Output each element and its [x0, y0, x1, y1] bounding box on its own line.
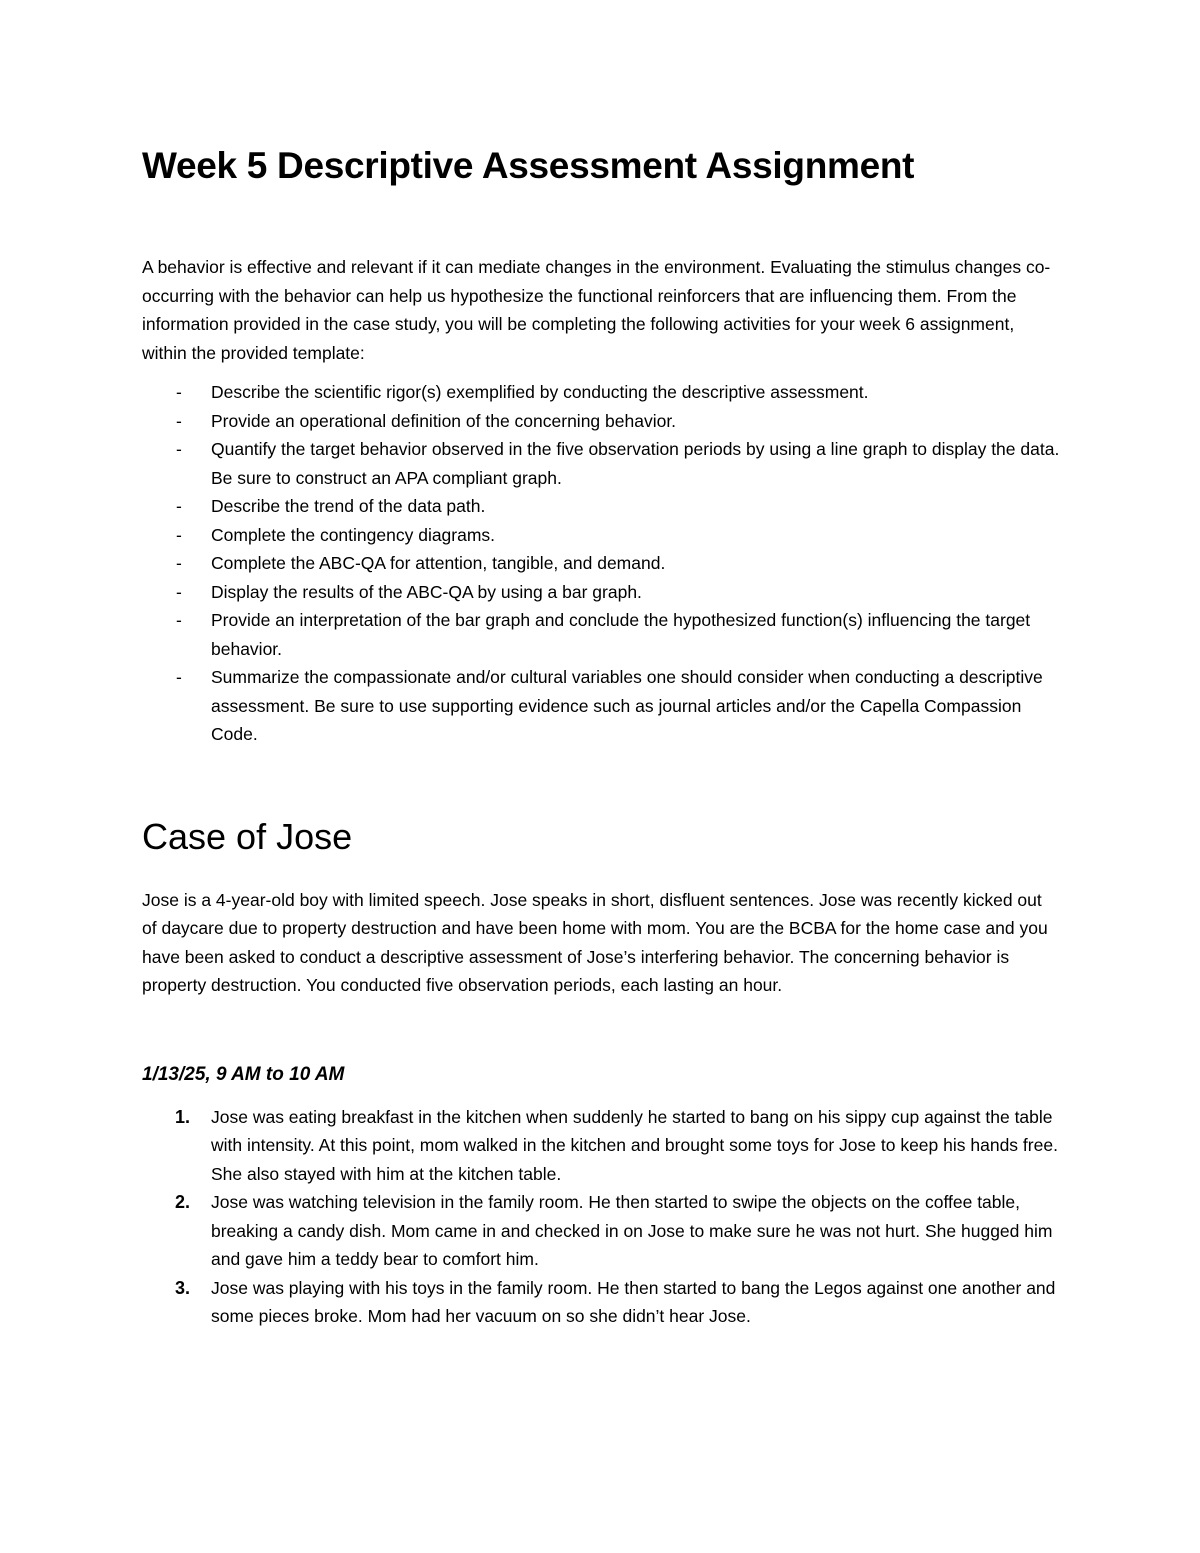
bullet-dash: - [176, 439, 182, 459]
observation-list [142, 1103, 1060, 1331]
bullet-dash: - [176, 524, 182, 545]
observation-number: 2. [175, 1192, 191, 1212]
observation-number: 3. [175, 1277, 191, 1298]
task-text: Describe the trend of the data path. [211, 496, 486, 516]
task-list-item [142, 521, 1060, 550]
task-list-item [142, 407, 1060, 436]
bullet-dash: - [176, 410, 182, 431]
observation-item [142, 1188, 1060, 1274]
observation-item [142, 1103, 1060, 1189]
observation-text: Jose was playing with his toys in the family room. He then started to bang the Legos against one another and some pieces broke. Mom had her vacuum on so she didn’t hear Jose. [211, 1277, 1056, 1326]
task-text: Complete the contingency diagrams. [211, 524, 496, 545]
bullet-dash: - [176, 382, 182, 402]
task-list-item [142, 435, 1060, 492]
task-text: Display the results of the ABC-QA by using a bar graph. [211, 581, 642, 602]
session-heading: 1/13/25, 9 AM to 10 AM [142, 1063, 345, 1085]
case-heading: Case of Jose [142, 815, 353, 857]
bullet-dash: - [176, 496, 182, 516]
task-text: Quantify the target behavior observed in the five observation periods by using a line graph to display the data. Be sure to construct an APA compliant graph. [211, 439, 1060, 488]
task-text: Provide an operational definition of the concerning behavior. [211, 410, 677, 431]
task-text: Summarize the compassionate and/or cultural variables one should consider when conducting a descriptive assessment. Be sure to use supporting evidence such as journal articles and/or the Capella Compassion Code. [211, 667, 1043, 744]
document-content [142, 140, 1060, 1331]
task-list-item [142, 492, 1060, 521]
bullet-dash: - [176, 581, 182, 602]
observation-number: 1. [175, 1106, 191, 1127]
task-list-item [142, 549, 1060, 578]
observation-item [142, 1274, 1060, 1331]
bullet-dash: - [176, 553, 182, 573]
task-list-item [142, 606, 1060, 663]
task-text: Provide an interpretation of the bar graph and conclude the hypothesized function(s) influencing the target behavior. [211, 610, 1031, 659]
intro-paragraph: A behavior is effective and relevant if it can mediate changes in the environment. Evaluating the stimulus changes co-occurring with the behavior can help us hypothesize the functional reinforcers that are influencing them. From the information provided in the case study, you will be completing the following activities for your week 6 assignment, within the provided template: [142, 257, 1051, 363]
assignment-task-list [142, 378, 1060, 749]
task-text: Complete the ABC-QA for attention, tangible, and demand. [211, 553, 666, 573]
task-list-item [142, 378, 1060, 407]
task-list-item [142, 578, 1060, 607]
observation-text: Jose was watching television in the family room. He then started to swipe the objects on the coffee table, breaking a candy dish. Mom came in and checked in on Jose to make sure he was not hurt. She hugged him and gave him a teddy bear to comfort him. [211, 1192, 1053, 1269]
case-description: Jose is a 4-year-old boy with limited speech. Jose speaks in short, disfluent sentences. Jose was recently kicked out of daycare due to property destruction and have been home with mom. You are the BCBA for the home case and you have been asked to conduct a descriptive assessment of Jose’s interfering behavior. The concerning behavior is property destruction. You conducted five observation periods, each lasting an hour. [142, 889, 1048, 995]
observation-text: Jose was eating breakfast in the kitchen when suddenly he started to bang on his sippy cup against the table with intensity. At this point, mom walked in the kitchen and brought some toys for Jose to keep his hands free. She also stayed with him at the kitchen table. [211, 1106, 1058, 1184]
bullet-dash: - [176, 667, 182, 687]
task-text: Describe the scientific rigor(s) exemplified by conducting the descriptive assessment. [211, 382, 869, 402]
bullet-dash: - [176, 610, 182, 630]
document-title: Week 5 Descriptive Assessment Assignment [142, 145, 915, 186]
task-list-item [142, 663, 1060, 749]
